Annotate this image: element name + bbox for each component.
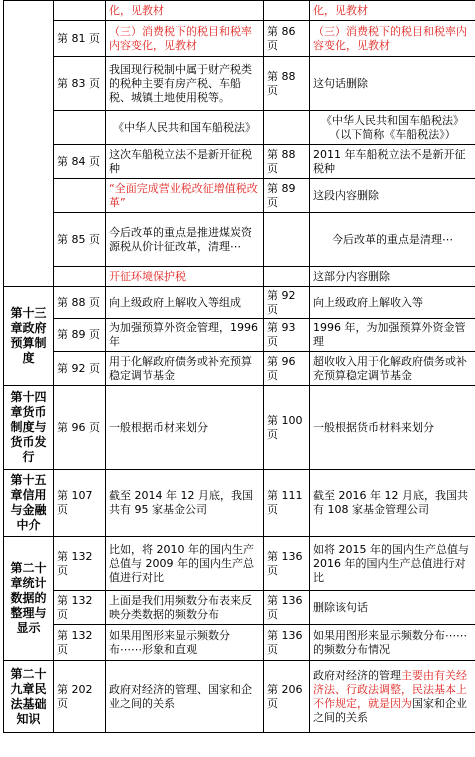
old-page-cell: 第 132 页 bbox=[54, 591, 106, 625]
revised-content-cell: 这部分内容删除 bbox=[310, 267, 475, 287]
new-page-cell: 第 206 页 bbox=[264, 661, 310, 733]
original-content-cell: 为加强预算外资金管理，1996 年 bbox=[106, 319, 264, 352]
table-row bbox=[4, 213, 475, 267]
table-row bbox=[4, 661, 475, 733]
table-row bbox=[4, 352, 475, 386]
table-row bbox=[4, 1, 475, 21]
revised-content-cell: 化，见教材 bbox=[310, 1, 475, 21]
old-page-cell: 第 89 页 bbox=[54, 319, 106, 352]
new-page-cell bbox=[264, 267, 310, 287]
new-page-cell: 第 88 页 bbox=[264, 57, 310, 111]
new-page-cell: 第 136 页 bbox=[264, 591, 310, 625]
original-content-cell: 用于化解政府债务或补充预算稳定调节基金 bbox=[106, 352, 264, 386]
table-row bbox=[4, 57, 475, 111]
original-content-cell: 化，见教材 bbox=[106, 1, 264, 21]
table-row bbox=[4, 111, 475, 145]
old-page-cell: 第 96 页 bbox=[54, 386, 106, 470]
old-page-cell: 第 85 页 bbox=[54, 213, 106, 267]
original-content-cell: 我国现行税制中属于财产税类的税种主要有房产税、车船税、城镇土地使用税等。 bbox=[106, 57, 264, 111]
original-content-cell: 向上级政府上解收入等组成 bbox=[106, 287, 264, 319]
revised-content-cell: 删除该句话 bbox=[310, 591, 475, 625]
new-page-cell bbox=[264, 1, 310, 21]
revised-content-cell: 超收收入用于化解政府债务或补充预算稳定调节基金 bbox=[310, 352, 475, 386]
original-content-cell: 今后改革的重点是推进煤炭资源税从价计征改革，清理⋯ bbox=[106, 213, 264, 267]
chapter-cell: 第二十章统计数据的整理与显示 bbox=[4, 537, 54, 661]
table-row bbox=[4, 386, 475, 470]
chapter-cell: 第十五章信用与金融中介 bbox=[4, 470, 54, 537]
original-content-cell: 《中华人民共和国车船税法》 bbox=[106, 111, 264, 145]
revised-content-cell: （三）消费税下的税目和税率内容变化，见教材 bbox=[310, 21, 475, 57]
table-row bbox=[4, 287, 475, 319]
revised-content-cell: 这段内容删除 bbox=[310, 179, 475, 213]
table-row bbox=[4, 21, 475, 57]
old-page-cell: 第 84 页 bbox=[54, 145, 106, 179]
chapter-cell: 第十四章货币制度与货币发行 bbox=[4, 386, 54, 470]
old-page-cell: 第 132 页 bbox=[54, 537, 106, 591]
revised-text-part: 国家和企业之间的关系 bbox=[313, 696, 467, 724]
old-page-cell: 第 132 页 bbox=[54, 625, 106, 661]
table-row bbox=[4, 179, 475, 213]
old-page-cell: 第 83 页 bbox=[54, 57, 106, 111]
revised-content-cell: 《中华人民共和国车船税法》（以下简称《车船税法》） bbox=[310, 111, 475, 145]
old-page-cell bbox=[54, 1, 106, 21]
table-row bbox=[4, 267, 475, 287]
old-page-cell bbox=[54, 111, 106, 145]
errata-table bbox=[3, 0, 475, 733]
new-page-cell: 第 88 页 bbox=[264, 145, 310, 179]
old-page-cell: 第 92 页 bbox=[54, 352, 106, 386]
table-row bbox=[4, 537, 475, 591]
old-page-cell bbox=[54, 267, 106, 287]
table-row bbox=[4, 319, 475, 352]
original-content-cell: 上面是我们用频数分布表来反映分类数据的频数分布 bbox=[106, 591, 264, 625]
new-page-cell: 第 136 页 bbox=[264, 625, 310, 661]
original-content-cell: “全面完成营业税改征增值税改革” bbox=[106, 179, 264, 213]
original-content-cell: 这次车船税立法不是新开征税种 bbox=[106, 145, 264, 179]
revised-content-cell: 这句话删除 bbox=[310, 57, 475, 111]
revised-content-cell: 向上级政府上解收入等 bbox=[310, 287, 475, 319]
revised-content-cell bbox=[310, 661, 475, 733]
new-page-cell: 第 92 页 bbox=[264, 287, 310, 319]
old-page-cell: 第 81 页 bbox=[54, 21, 106, 57]
new-page-cell bbox=[264, 111, 310, 145]
old-page-cell: 第 107 页 bbox=[54, 470, 106, 537]
new-page-cell: 第 89 页 bbox=[264, 179, 310, 213]
original-content-cell: 截至 2014 年 12 月底，我国共有 95 家基金公司 bbox=[106, 470, 264, 537]
chapter-cell: 第二十九章民法基础知识 bbox=[4, 661, 54, 733]
revised-content-cell: 今后改革的重点是清理⋯ bbox=[310, 213, 475, 267]
original-content-cell: （三）消费税下的税目和税率内容变化，见教材 bbox=[106, 21, 264, 57]
revised-content-cell: 1996 年，为加强预算外资金管理 bbox=[310, 319, 475, 352]
new-page-cell: 第 111 页 bbox=[264, 470, 310, 537]
table-row bbox=[4, 591, 475, 625]
original-content-cell: 一般根据币材来划分 bbox=[106, 386, 264, 470]
new-page-cell: 第 136 页 bbox=[264, 537, 310, 591]
revised-content-cell: 如将 2015 年的国内生产总值与 2016 年的国内生产总值进行对比 bbox=[310, 537, 475, 591]
chapter-cell: 第十三章政府预算制度 bbox=[4, 287, 54, 386]
chapter-cell bbox=[4, 1, 54, 287]
revised-text-part: 政府对经济的管理 bbox=[313, 668, 401, 682]
old-page-cell: 第 202 页 bbox=[54, 661, 106, 733]
new-page-cell: 第 100 页 bbox=[264, 386, 310, 470]
table-row bbox=[4, 145, 475, 179]
revised-content-cell: 如果用图形来显示频数分布⋯⋯的频数分布情况 bbox=[310, 625, 475, 661]
new-page-cell: 第 93 页 bbox=[264, 319, 310, 352]
revised-content-cell: 截至 2016 年 12 月底，我国共有 108 家基金管理公司 bbox=[310, 470, 475, 537]
new-page-cell: 第 96 页 bbox=[264, 352, 310, 386]
original-content-cell: 如果用图形来显示频数分布⋯⋯形象和直观 bbox=[106, 625, 264, 661]
table-row bbox=[4, 470, 475, 537]
revised-content-cell: 2011 年车船税立法不是新开征税种 bbox=[310, 145, 475, 179]
old-page-cell bbox=[54, 179, 106, 213]
table-row bbox=[4, 625, 475, 661]
new-page-cell: 第 86 页 bbox=[264, 21, 310, 57]
new-page-cell bbox=[264, 213, 310, 267]
original-content-cell: 开征环境保护税 bbox=[106, 267, 264, 287]
old-page-cell: 第 88 页 bbox=[54, 287, 106, 319]
revised-text-highlight: 主要由有关经济法、行政法调整，民法基本上不作规定，就是因为 bbox=[313, 668, 467, 710]
original-content-cell: 政府对经济的管理、国家和企业之间的关系 bbox=[106, 661, 264, 733]
revised-content-cell: 一般根据货币材料来划分 bbox=[310, 386, 475, 470]
original-content-cell: 比如，将 2010 年的国内生产总值与 2009 年的国内生产总值进行对比 bbox=[106, 537, 264, 591]
